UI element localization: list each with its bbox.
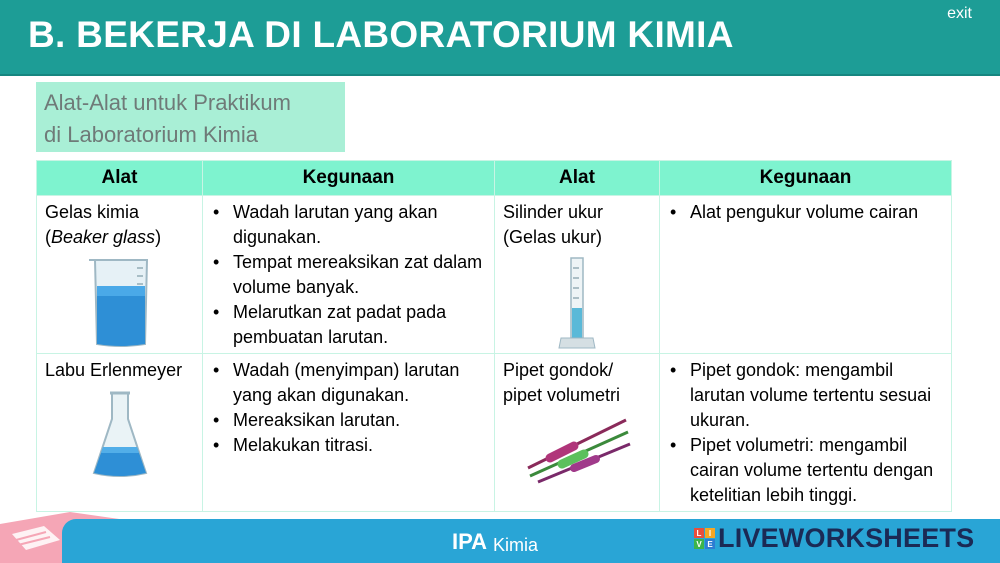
- uses-cell-cylinder: [660, 196, 952, 354]
- tool-cell-beaker: [37, 196, 203, 354]
- list-item: • Mereaksikan larutan.: [211, 408, 486, 433]
- tool-cell-erlenmeyer: [37, 354, 203, 512]
- tool-alt-name: (Beaker glass): [45, 227, 162, 247]
- subtitle-line-1: Alat-Alat untuk Praktikum: [44, 90, 291, 115]
- subtitle-line-2: di Laboratorium Kimia: [44, 122, 258, 147]
- list-item: • Pipet volumetri: mengambil cairan volume tertentu dengan ketelitian lebih tinggi.: [668, 433, 943, 508]
- beaker-image: [45, 256, 194, 348]
- list-item: • Pipet gondok: mengambil larutan volume tertentu sesuai ukuran.: [668, 358, 943, 433]
- tool-name: Gelas kimia: [45, 202, 140, 222]
- header-alat-1: Alat: [37, 161, 203, 196]
- liveworksheets-logo: [694, 523, 974, 554]
- tool-alt-name: (Gelas ukur): [503, 227, 603, 247]
- tool-name: Labu Erlenmeyer: [45, 360, 183, 380]
- list-item: • Wadah larutan yang akan digunakan.: [211, 200, 486, 250]
- list-item: • Alat pengukur volume cairan: [668, 200, 943, 225]
- list-item: • Melakukan titrasi.: [211, 433, 486, 458]
- tool-name: Pipet gondok/: [503, 360, 614, 380]
- header-kegunaan-1: Kegunaan: [203, 161, 495, 196]
- exit-link[interactable]: exit: [947, 5, 972, 22]
- subtitle-box: [36, 82, 345, 152]
- tools-table: [36, 160, 952, 512]
- header-kegunaan-2: Kegunaan: [660, 161, 952, 196]
- liveworksheets-logo-icon: L I V E: [694, 528, 715, 549]
- title-bar: [0, 0, 1000, 76]
- erlenmeyer-image: [45, 389, 194, 479]
- table-header-row: [37, 161, 952, 196]
- tool-cell-pipette: [495, 354, 660, 512]
- footer-topic: Kimia: [493, 535, 539, 555]
- list-item: • Tempat mereaksikan zat dalam volume banyak.: [211, 250, 486, 300]
- table-row: [37, 354, 952, 512]
- liveworksheets-text: LIVEWORKSHEETS: [718, 523, 975, 553]
- pipette-image: [503, 414, 651, 484]
- tool-alt-name: pipet volumetri: [503, 385, 621, 405]
- measuring-cylinder-image: [503, 256, 651, 352]
- tool-cell-cylinder: [495, 196, 660, 354]
- footer-subject: IPA: [452, 529, 488, 554]
- uses-cell-beaker: [203, 196, 495, 354]
- list-item: • Melarutkan zat padat pada pembuatan larutan.: [211, 300, 486, 350]
- uses-cell-erlenmeyer: [203, 354, 495, 512]
- uses-cell-pipette: [660, 354, 952, 512]
- tool-name: Silinder ukur: [503, 202, 604, 222]
- list-item: • Wadah (menyimpan) larutan yang akan digunakan.: [211, 358, 486, 408]
- header-alat-2: Alat: [495, 161, 660, 196]
- page-title: B. BEKERJA DI LABORATORIUM KIMIA: [28, 14, 734, 55]
- table-row: [37, 196, 952, 354]
